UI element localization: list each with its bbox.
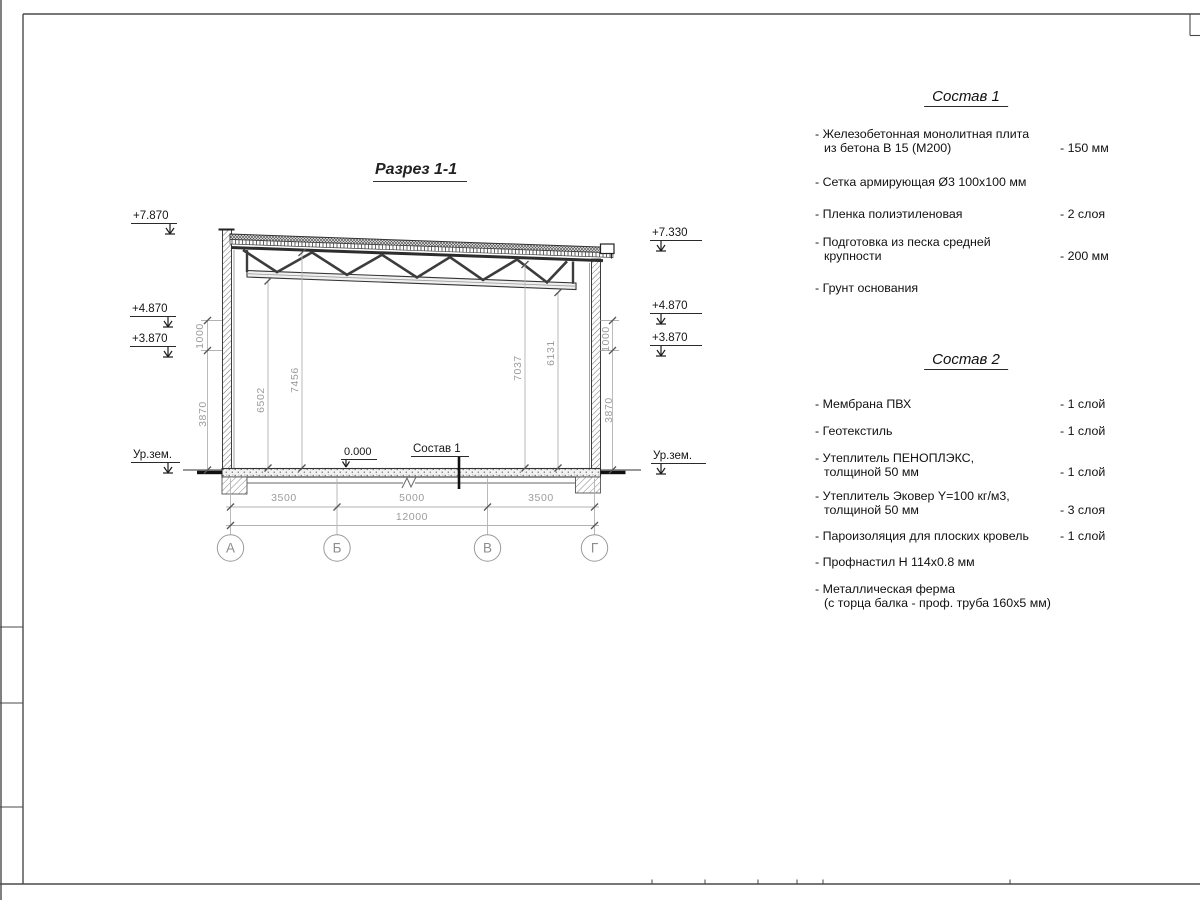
axis-label: А <box>225 540 236 556</box>
elevation-arrow-icon <box>165 224 175 234</box>
total-dimension-label: 12000 <box>395 511 429 523</box>
right-wall <box>592 259 601 478</box>
roof-edge-cap <box>601 244 615 254</box>
list-item-line2: толщиной 50 мм <box>824 503 919 517</box>
list-item-line2: толщиной 50 мм <box>824 465 919 479</box>
axis-label: В <box>482 540 493 556</box>
elevation-arrow-icon <box>656 464 666 474</box>
list-item-value: - 1 слой <box>1060 397 1106 411</box>
elevation-arrow-icon <box>163 317 173 327</box>
dimension-label: 6502 <box>255 387 267 413</box>
list-item: - Утеплитель ПЕНОПЛЭКС, <box>815 451 975 465</box>
elevation-arrow-icon <box>656 346 666 356</box>
list-item-value: - 2 слоя <box>1060 207 1106 221</box>
ground-level-mark: Ур.зем. <box>131 449 180 463</box>
composition2-title: Состав 2 <box>924 351 1008 370</box>
list-item: - Профнастил Н 114x0.8 мм <box>815 555 975 569</box>
elevation-mark: +7.870 <box>131 210 177 224</box>
dimension-label: 7037 <box>512 355 524 381</box>
foundation-left <box>222 477 247 494</box>
dimension-label: 3500 <box>528 492 554 504</box>
zero-mark-arrow-icon <box>343 459 350 467</box>
elevation-mark: +3.870 <box>130 333 176 347</box>
composition1-title: Состав 1 <box>924 88 1008 107</box>
list-item-line2: из бетона В 15 (М200) <box>824 141 952 155</box>
axis-label: Б <box>332 540 342 556</box>
elevation-arrow-icon <box>163 347 173 357</box>
list-item-line2: крупности <box>824 249 882 263</box>
elevation-arrow-icon <box>656 314 666 324</box>
list-item: - Грунт основания <box>815 281 919 295</box>
dimension-label: 3870 <box>197 401 209 427</box>
list-item-line2: (с торца балка - проф. труба 160x5 мм) <box>824 596 1051 610</box>
list-item: - Пленка полиэтиленовая <box>815 207 963 221</box>
foundation-right <box>576 477 601 493</box>
list-item-value: - 1 слой <box>1060 529 1106 543</box>
list-item: - Пароизоляция для плоских кровель <box>815 529 1029 543</box>
dimension-label: 3870 <box>603 397 615 423</box>
list-item-value: - 1 слой <box>1060 424 1106 438</box>
list-item: - Сетка армирующая Ø3 100x100 мм <box>815 175 1027 189</box>
list-item: - Подготовка из песка средней <box>815 235 991 249</box>
floor-composition-callout: Состав 1 <box>411 443 469 457</box>
axis-label: Г <box>590 540 599 556</box>
dimension-label: 3500 <box>271 492 297 504</box>
drawing-title: Разрез 1-1 <box>373 161 467 182</box>
elevation-mark: +7.330 <box>650 227 702 241</box>
elevation-mark: +4.870 <box>650 300 702 314</box>
elevation-arrow-icon <box>163 463 173 473</box>
list-item: - Мембрана ПВХ <box>815 397 912 411</box>
list-item: - Утеплитель Эковер Y=100 кг/м3, <box>815 489 1010 503</box>
elevation-mark: +4.870 <box>130 303 176 317</box>
list-item-value: - 150 мм <box>1060 141 1109 155</box>
break-symbol <box>402 477 416 488</box>
dimension-label: 1000 <box>194 323 206 349</box>
list-item-value: - 1 слой <box>1060 465 1106 479</box>
list-item-value: - 3 слоя <box>1060 503 1106 517</box>
dimension-label: 6131 <box>545 340 557 366</box>
ground-level-mark: Ур.зем. <box>651 450 706 464</box>
zero-level-mark: 0.000 <box>341 446 377 460</box>
axis-bubbles <box>217 535 607 561</box>
list-item: - Геотекстиль <box>815 424 893 438</box>
left-wall <box>223 230 232 478</box>
list-item: - Железобетонная монолитная плита <box>815 127 1030 141</box>
list-item: - Металлическая ферма <box>815 582 955 596</box>
elevation-mark: +3.870 <box>650 332 702 346</box>
floor-slab <box>222 469 601 478</box>
list-item-value: - 200 мм <box>1060 249 1109 263</box>
dimension-label: 1000 <box>600 326 612 352</box>
dimension-label: 5000 <box>399 492 425 504</box>
dimension-label: 7456 <box>289 367 301 393</box>
elevation-arrow-icon <box>656 241 666 251</box>
